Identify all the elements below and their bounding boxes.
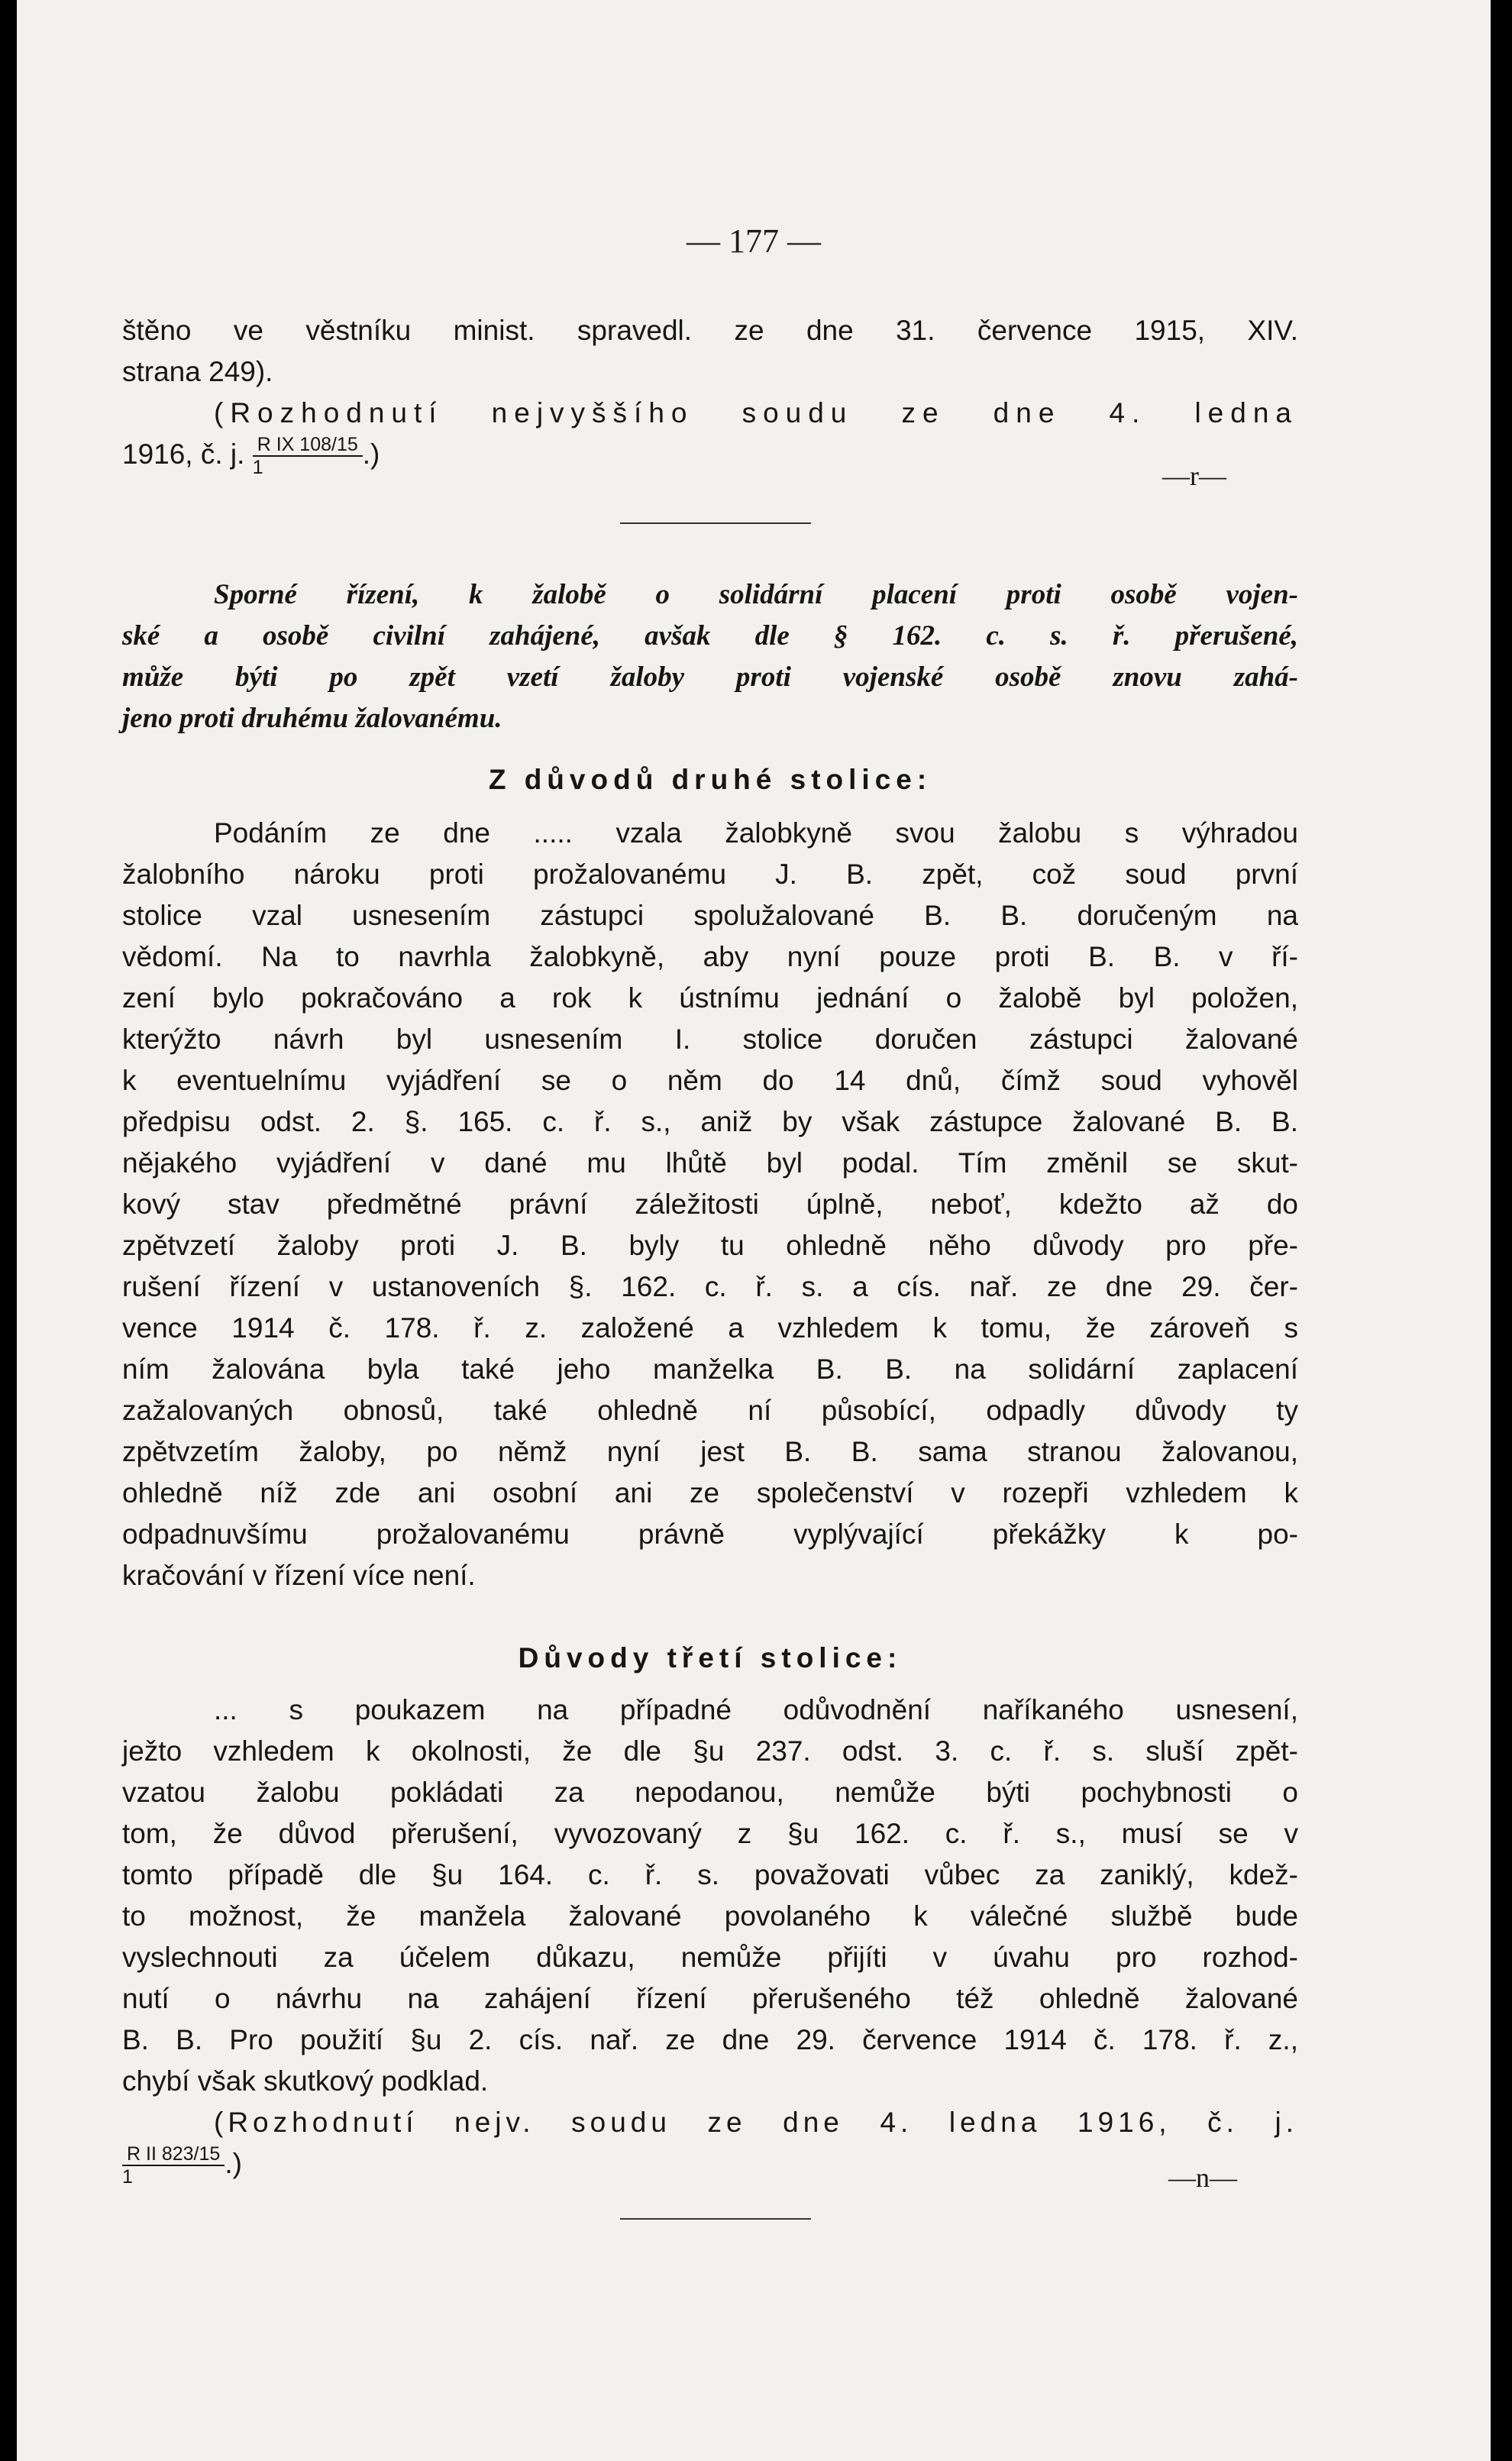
text-line: nutí o návrhu na zahájení řízení přerušeného též ohledně žalované xyxy=(122,1983,1298,2014)
text-line: tomto případě dle §u 164. c. ř. s. považovati vůbec za zaniklý, kdež- xyxy=(122,1859,1298,1890)
headnote-line: Sporné řízení, k žalobě o solidární placení proti osobě vojen- xyxy=(214,579,1298,610)
text-line: k eventuelnímu vyjádření se o něm do 14 dnů, čímž soud vyhověl xyxy=(122,1065,1298,1096)
text-line: žalobního nároku proti prožalovanému J. B. zpět, což soud první xyxy=(122,859,1298,890)
fraction-numerator: R IX 108/15 xyxy=(253,434,363,457)
headnote-line: jeno proti druhému žalovanému. xyxy=(122,703,502,734)
text-line: B. B. Pro použití §u 2. cís. nař. ze dne 29. července 1914 č. 178. ř. z., xyxy=(122,2024,1298,2055)
text-line: ... s poukazem na případné odůvodnění naříkaného usnesení, xyxy=(214,1694,1298,1725)
bottom-citation xyxy=(122,2102,1298,2188)
text-line: nějakého vyjádření v dané mu lhůtě byl podal. Tím změnil se skut- xyxy=(122,1147,1298,1179)
text-line: stolice vzal usnesením zástupci spolužalované B. B. doručeným na xyxy=(122,900,1298,931)
text-line: rušení řízení v ustanoveních §. 162. c. ř. s. a cís. nař. ze dne 29. čer- xyxy=(122,1271,1298,1302)
text-line: kový stav předmětné právní záležitosti úplně, neboť, kdežto až do xyxy=(122,1188,1298,1220)
text-line: štěno ve věstníku minist. spravedl. ze dne 31. července 1915, XIV. xyxy=(122,315,1298,346)
author-signature: —n— xyxy=(1168,2162,1237,2193)
citation-line: (Rozhodnutí nejvyššího soudu ze dne 4. ledna xyxy=(214,397,1298,428)
text-line: vzatou žalobu pokládati za nepodanou, nemůže býti pochybnosti o xyxy=(122,1777,1298,1808)
third-instance-paragraph xyxy=(122,1690,1298,2102)
document-page xyxy=(17,0,1491,2461)
fraction-denominator: 1 xyxy=(252,457,263,479)
text-line: vyslechnouti za účelem důkazu, nemůže přijíti v úvahu pro rozhod- xyxy=(122,1942,1298,1973)
citation-line xyxy=(122,2143,1298,2188)
top-block xyxy=(122,310,1298,479)
text-line: chybí však skutkový podklad. xyxy=(122,2065,489,2097)
text-line: Podáním ze dne ..... vzala žalobkyně svou žalobu s výhradou xyxy=(214,817,1298,849)
headnote-line: ské a osobě civilní zahájené, avšak dle § 162. c. s. ř. přerušené, xyxy=(122,620,1298,652)
text-line: odpadnuvšímu prožalovanému právně vyplývající překážky k po- xyxy=(122,1518,1298,1550)
citation-suffix: .) xyxy=(225,2148,242,2179)
text-line: ježto vzhledem k okolnosti, že dle §u 237. odst. 3. c. ř. s. sluší zpět- xyxy=(122,1735,1298,1767)
page-number: — 177 — xyxy=(687,222,821,260)
text-line: ohledně níž zde ani osobní ani ze společenství v rozepři vzhledem k xyxy=(122,1477,1298,1509)
citation-suffix: .) xyxy=(362,438,380,470)
text-line: vence 1914 č. 178. ř. z. založené a vzhledem k tomu, že zároveň s xyxy=(122,1312,1298,1344)
citation-prefix: 1916, č. j. xyxy=(122,438,245,470)
citation-line xyxy=(122,434,1298,479)
text-line: kterýžto návrh byl usnesením I. stolice doručen zástupci žalované xyxy=(122,1024,1298,1055)
section-heading-second: Z důvodů druhé stolice: xyxy=(488,764,932,795)
citation-line: (Rozhodnutí nejv. soudu ze dne 4. ledna 1916, č. j. xyxy=(214,2107,1298,2138)
text-line: tom, že důvod přerušení, vyvozovaný z §u 162. c. ř. s., musí se v xyxy=(122,1818,1298,1849)
case-number-fraction xyxy=(122,2143,225,2188)
section-heading-third: Důvody třetí stolice: xyxy=(518,1642,903,1674)
text-line: to možnost, že manžela žalované povolaného k válečné službě bude xyxy=(122,1900,1298,1932)
divider xyxy=(620,2218,811,2220)
author-signature: —r— xyxy=(1162,461,1226,491)
second-instance-paragraph xyxy=(122,813,1298,1596)
case-number-fraction xyxy=(253,434,363,478)
text-line: zažalovaných obnosů, také ohledně ní působící, odpadly důvody ty xyxy=(122,1395,1298,1426)
text-line: zení bylo pokračováno a rok k ústnímu jednání o žalobě byl položen, xyxy=(122,982,1298,1014)
text-line: zpětvzetím žaloby, po němž nyní jest B. B. sama stranou žalovanou, xyxy=(122,1436,1298,1467)
text-line: kračování v řízení více není. xyxy=(122,1560,476,1591)
text-line: vědomí. Na to navrhla žalobkyně, aby nyní pouze proti B. B. v ří- xyxy=(122,941,1298,972)
text-line: předpisu odst. 2. §. 165. c. ř. s., aniž by však zástupce žalované B. B. xyxy=(122,1106,1298,1137)
fraction-numerator: R II 823/15 xyxy=(122,2143,225,2166)
headnote-line: může býti po zpět vzetí žaloby proti vojenské osobě znovu zahá- xyxy=(122,661,1298,693)
text-line: zpětvzetí žaloby proti J. B. byly tu ohledně něho důvody pro pře- xyxy=(122,1230,1298,1261)
text-line: ním žalována byla také jeho manželka B. B. na solidární zaplacení xyxy=(122,1353,1298,1385)
text-line: strana 249). xyxy=(122,356,273,387)
fraction-denominator: 1 xyxy=(122,2166,133,2188)
divider xyxy=(620,522,811,524)
headnote xyxy=(122,574,1298,739)
